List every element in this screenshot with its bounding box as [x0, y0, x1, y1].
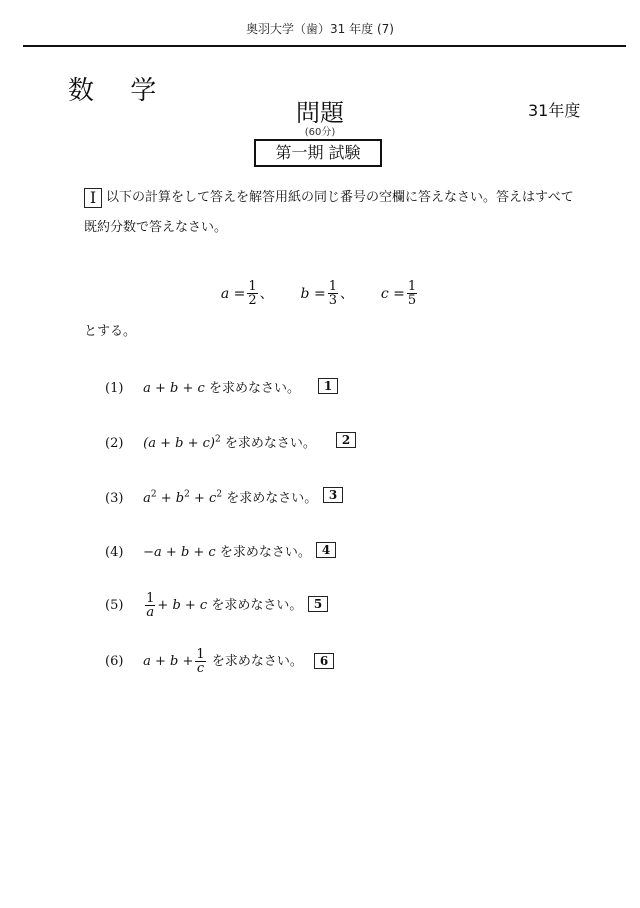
- question-1: (1) a + b + c を求めなさい。: [105, 381, 300, 396]
- question-4-expression: −a + b + c: [143, 545, 216, 560]
- question-6-fraction: $\frac{1}{c}$: [196, 647, 205, 676]
- question-2: (2) $(a + b + c)^2$ を求めなさい。: [105, 434, 316, 451]
- section-number-box: I: [84, 188, 102, 208]
- given-c: c = $\frac{1}{5}$: [380, 279, 417, 308]
- header-divider: [23, 45, 626, 47]
- answer-box-5: 5: [308, 596, 328, 612]
- answer-box-2: 2: [336, 432, 356, 448]
- instruction-text: 以下の計算をして答えを解答用紙の同じ番号の空欄に答えなさい。答えはすべて既約分数で答えなさい。: [84, 190, 574, 235]
- given-a: a = $\frac{1}{2}$ 、: [220, 279, 274, 308]
- question-2-expression: (a + b + c): [143, 436, 215, 451]
- fraction-c: $\frac{1}{5}$: [407, 279, 417, 308]
- given-values: [0, 280, 640, 307]
- question-5-fraction: $\frac{1}{a}$: [146, 591, 155, 620]
- page-title: 問題: [296, 99, 344, 127]
- answer-box-3: 3: [323, 487, 343, 503]
- question-5: (5) $\frac{1}{a}$ + b + c を求めなさい。: [105, 591, 303, 620]
- question-4: (4) −a + b + c を求めなさい。: [105, 545, 311, 560]
- given-suffix: とする。: [84, 324, 137, 339]
- exam-session-label: 第一期 試験: [254, 139, 382, 167]
- fraction-a: $\frac{1}{2}$: [248, 279, 257, 308]
- answer-box-6: 6: [314, 653, 334, 669]
- question-3: (3) $a^2 + b^2 + c^2$ を求めなさい。: [105, 489, 318, 506]
- answer-box-1: 1: [318, 378, 338, 394]
- question-1-expression: a + b + c: [143, 381, 205, 396]
- given-b: b = $\frac{1}{3}$ 、: [300, 279, 354, 308]
- answer-box-4: 4: [316, 542, 336, 558]
- running-header: 奥羽大学（歯）31 年度 (7): [246, 22, 394, 36]
- question-3-expression: $a^2 + b^2 + c^2$: [143, 489, 223, 506]
- exam-duration: (60分): [304, 127, 336, 138]
- fraction-b: $\frac{1}{3}$: [328, 279, 337, 308]
- question-6: (6) a + b + $\frac{1}{c}$ を求めなさい。: [105, 647, 303, 676]
- subject-title: 数 学: [68, 76, 171, 106]
- exam-year: 31年度: [528, 101, 581, 120]
- section-instruction: [84, 183, 584, 243]
